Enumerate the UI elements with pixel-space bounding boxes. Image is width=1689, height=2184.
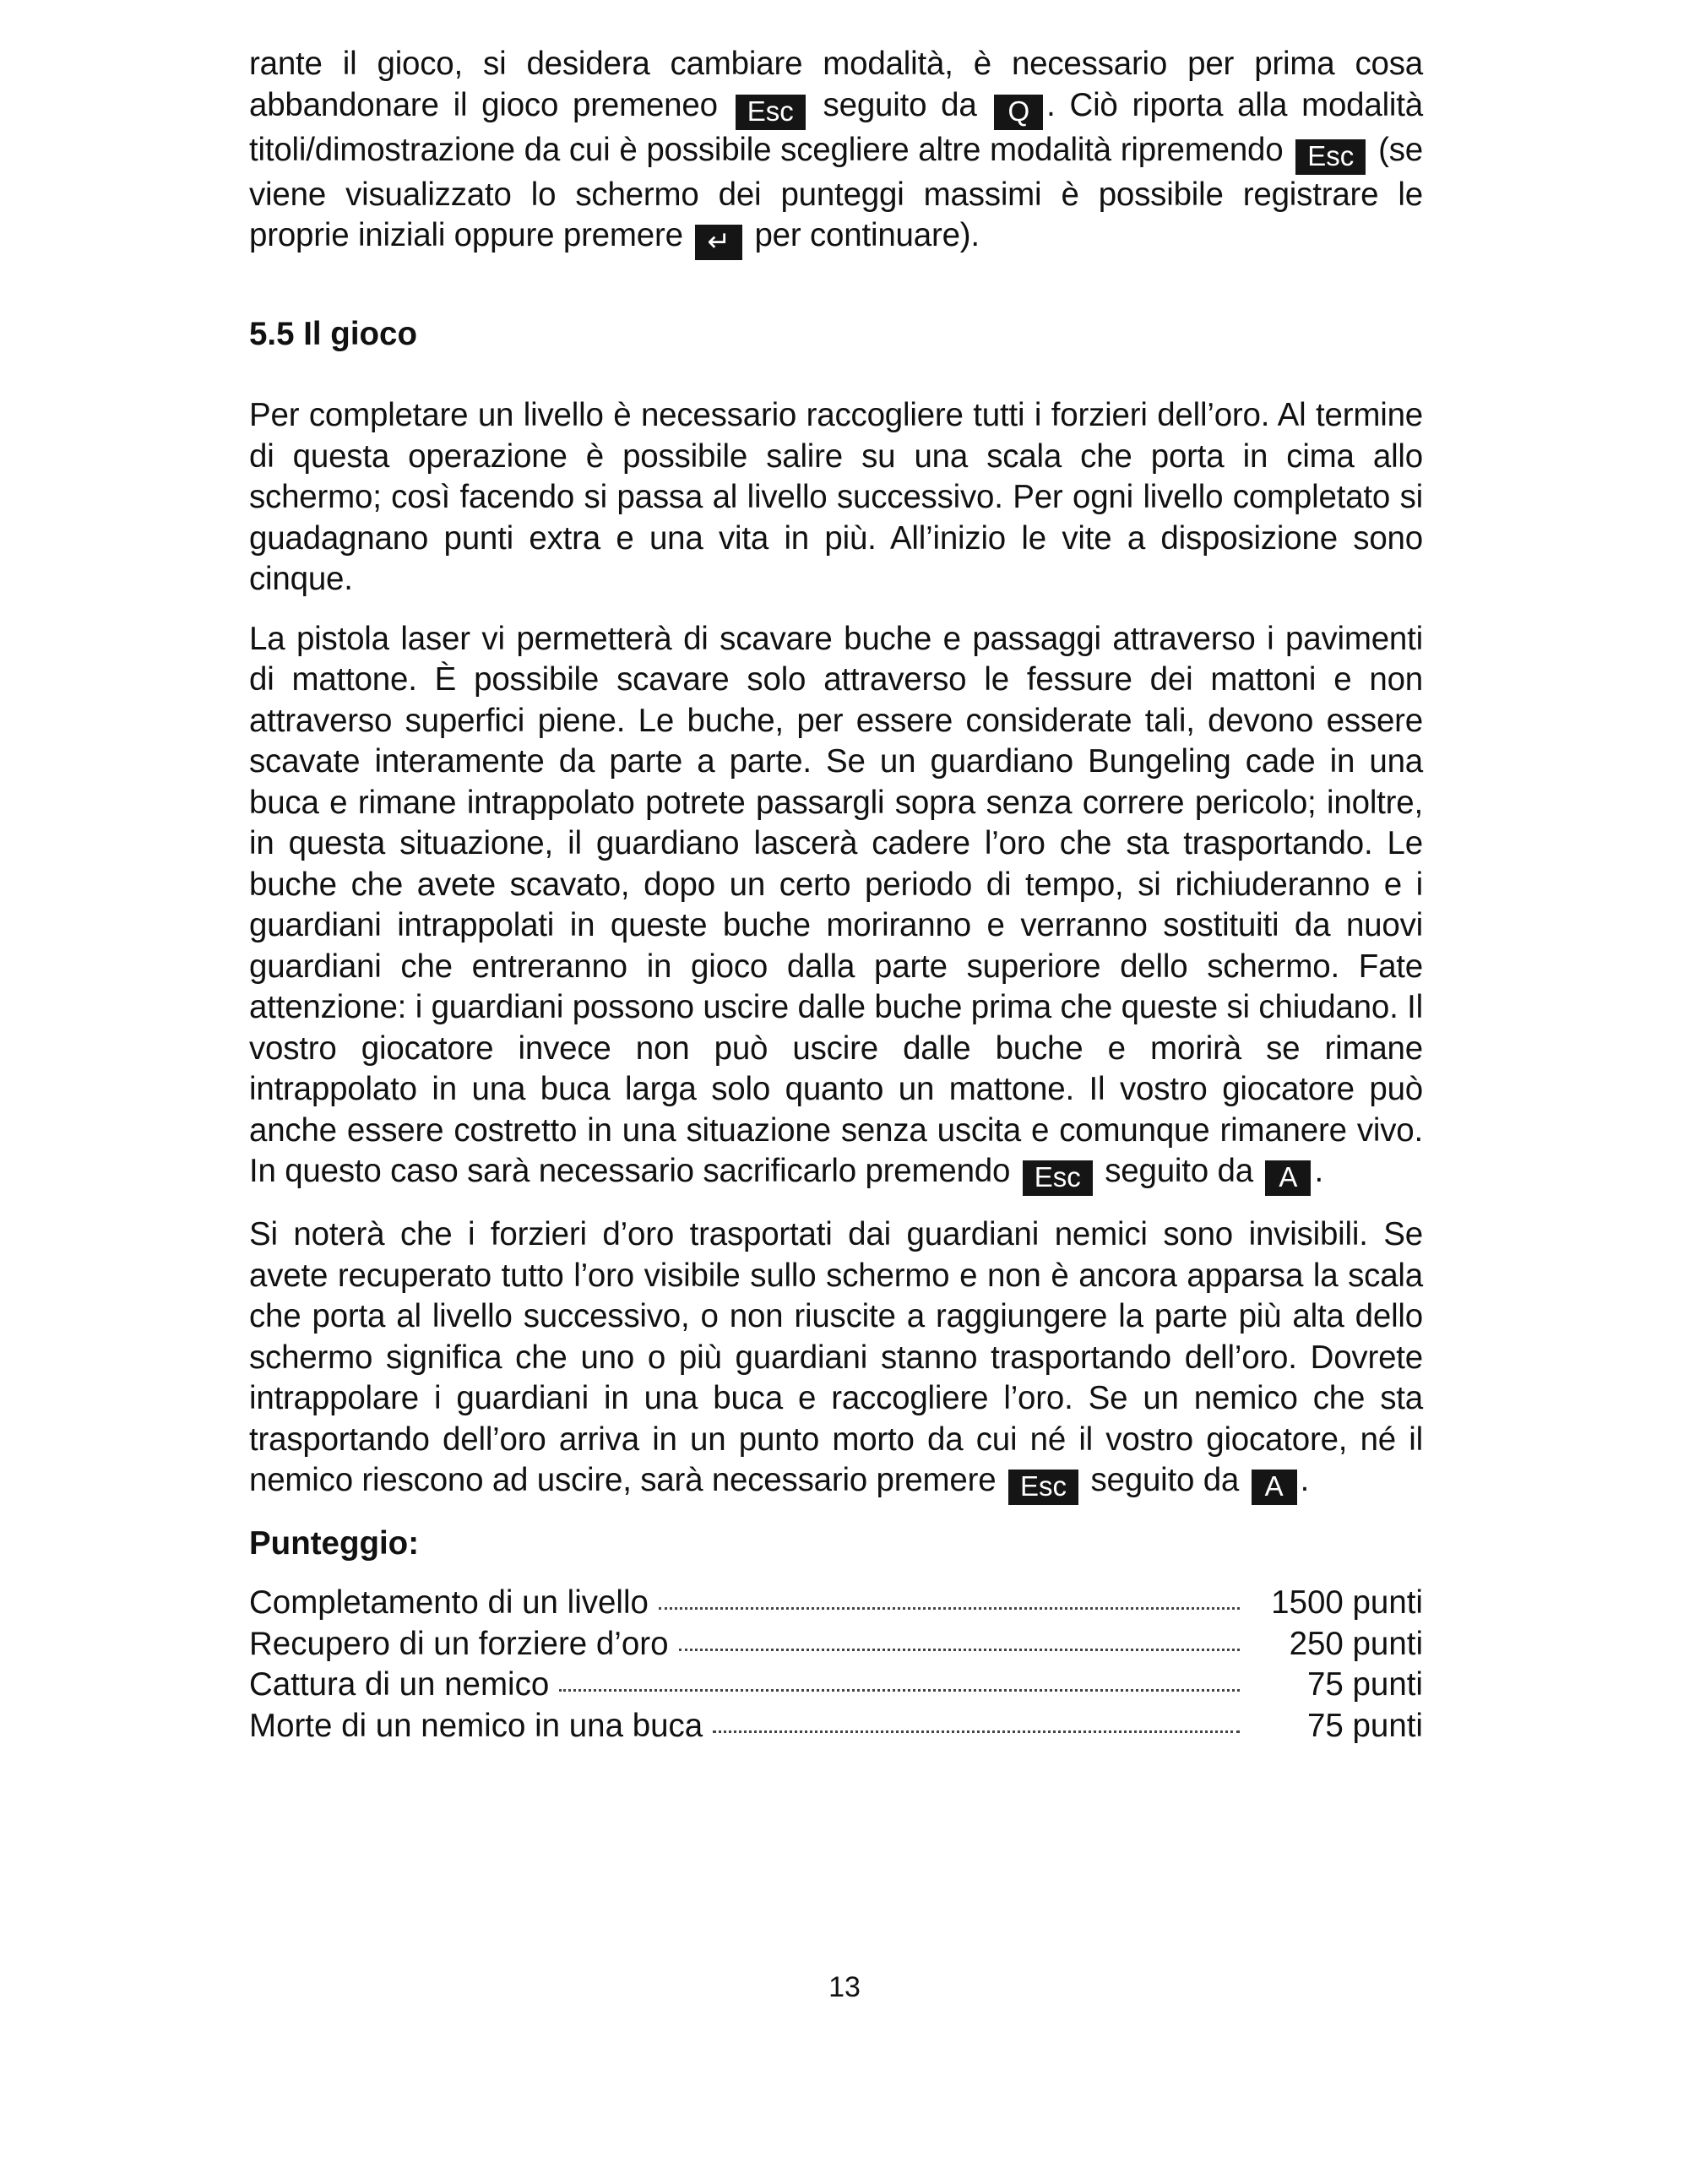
score-points: 250 punti bbox=[1289, 1625, 1423, 1662]
score-points: 75 punti bbox=[1306, 1666, 1423, 1703]
score-row bbox=[249, 1706, 1423, 1747]
a-key-icon: A bbox=[1265, 1160, 1311, 1196]
text-segment: (se viene visualizzato lo schermo dei punteggi massimi è possibile registrare le proprie iniziali oppure premere bbox=[249, 131, 1423, 253]
paragraph-invisible-gold bbox=[249, 1214, 1423, 1505]
score-row bbox=[249, 1624, 1423, 1665]
dot-leader bbox=[559, 1689, 1240, 1692]
enter-key-icon: ↵ bbox=[695, 225, 742, 260]
esc-key-icon: Esc bbox=[1295, 139, 1366, 175]
page-number: 13 bbox=[828, 1971, 861, 2003]
score-label: Recupero di un forziere d’oro bbox=[249, 1625, 669, 1662]
text-segment: La pistola laser vi permetterà di scavare buche e passaggi attraverso i pavimenti di mattone. È possibile scavare solo attraverso le fessure dei mattoni e non attraverso superfici piene. Le buche, per essere considerate tali, devono essere scavate interamente da parte a parte. Se un guardiano Bungeling cade in una buca e rimane intrappolato potrete passargli sopra senza correre pericolo; inoltre, in questa situazione, il guardiano lascerà cadere l’oro che sta trasportando. Le buche che avete scavato, dopo un certo periodo di tempo, si richiuderanno e i guardiani intrappolati in queste buche moriranno e verranno sostituiti da nuovi guardiani che entreranno in gioco dalla parte superiore dello schermo. Fate attenzione: i guardiani possono uscire dalle buche prima che queste si chiudano. Il vostro giocatore invece non può uscire dalle buche e morirà se rimane intrappolato in una buca larga solo quanto un mattone. Il vostro giocatore può anche essere costretto in una situazione senza uscita e comunque rimanere vivo. In questo caso sarà necessario sacrificarlo premendo bbox=[249, 620, 1423, 1189]
manual-page bbox=[249, 44, 1423, 1747]
text-segment: . Ciò riporta alla modalità titoli/dimostrazione da cui è possibile scegliere altre modalità ripremendo bbox=[249, 86, 1423, 168]
text-segment: rante il gioco, si desidera cambiare modalità, è necessario per prima cosa abbandonare il gioco premeneo bbox=[249, 46, 1423, 123]
text-segment: seguito da bbox=[808, 86, 991, 123]
score-row bbox=[249, 1665, 1423, 1706]
esc-key-icon: Esc bbox=[736, 95, 806, 130]
text-segment: Si noterà che i forzieri d’oro trasportati dai guardiani nemici sono invisibili. Se avete recuperato tutto l’oro visibile sullo schermo e non è ancora apparsa la scala che porta al livello successivo, o non riuscite a raggiungere la parte più alta dello schermo significa che uno o più guardiani stanno trasportando dell’oro. Dovrete intrappolare i guardiani in una buca e raccogliere l’oro. Se un nemico che sta trasportando dell’oro arriva in un punto morto da cui né il vostro giocatore, né il nemico riescono ad uscire, sarà necessario premere bbox=[249, 1216, 1423, 1498]
score-row bbox=[249, 1583, 1423, 1624]
section-heading: 5.5 Il gioco bbox=[249, 316, 417, 352]
q-key-icon: Q bbox=[994, 95, 1043, 130]
score-table bbox=[249, 1583, 1423, 1747]
score-points: 75 punti bbox=[1306, 1707, 1423, 1744]
score-points: 1500 punti bbox=[1271, 1584, 1423, 1621]
text-segment: . bbox=[1300, 1462, 1310, 1498]
text-segment: per continuare). bbox=[745, 217, 980, 253]
esc-key-icon: Esc bbox=[1008, 1470, 1078, 1505]
esc-key-icon: Esc bbox=[1023, 1160, 1093, 1196]
dot-leader bbox=[679, 1649, 1241, 1651]
score-heading: Punteggio: bbox=[249, 1525, 420, 1562]
score-label: Morte di un nemico in una buca bbox=[249, 1707, 703, 1744]
dot-leader bbox=[713, 1730, 1240, 1733]
paragraph-laser-gun bbox=[249, 619, 1423, 1197]
text-segment: seguito da bbox=[1095, 1153, 1263, 1189]
dot-leader bbox=[659, 1607, 1240, 1610]
paragraph-change-mode bbox=[249, 44, 1423, 260]
score-label: Cattura di un nemico bbox=[249, 1666, 550, 1703]
paragraph-complete-level: Per completare un livello è necessario raccogliere tutti i forzieri dell’oro. Al termine di questa operazione è possibile salire su una scala che porta in cima allo schermo; così facendo si passa al livello successivo. Per ogni livello completato si guadagnano punti extra e una vita in più. All’inizio le vite a disposizione sono cinque. bbox=[249, 397, 1423, 597]
score-label: Completamento di un livello bbox=[249, 1584, 649, 1621]
a-key-icon: A bbox=[1252, 1470, 1297, 1505]
text-segment: seguito da bbox=[1081, 1462, 1248, 1498]
text-segment: . bbox=[1314, 1153, 1323, 1189]
